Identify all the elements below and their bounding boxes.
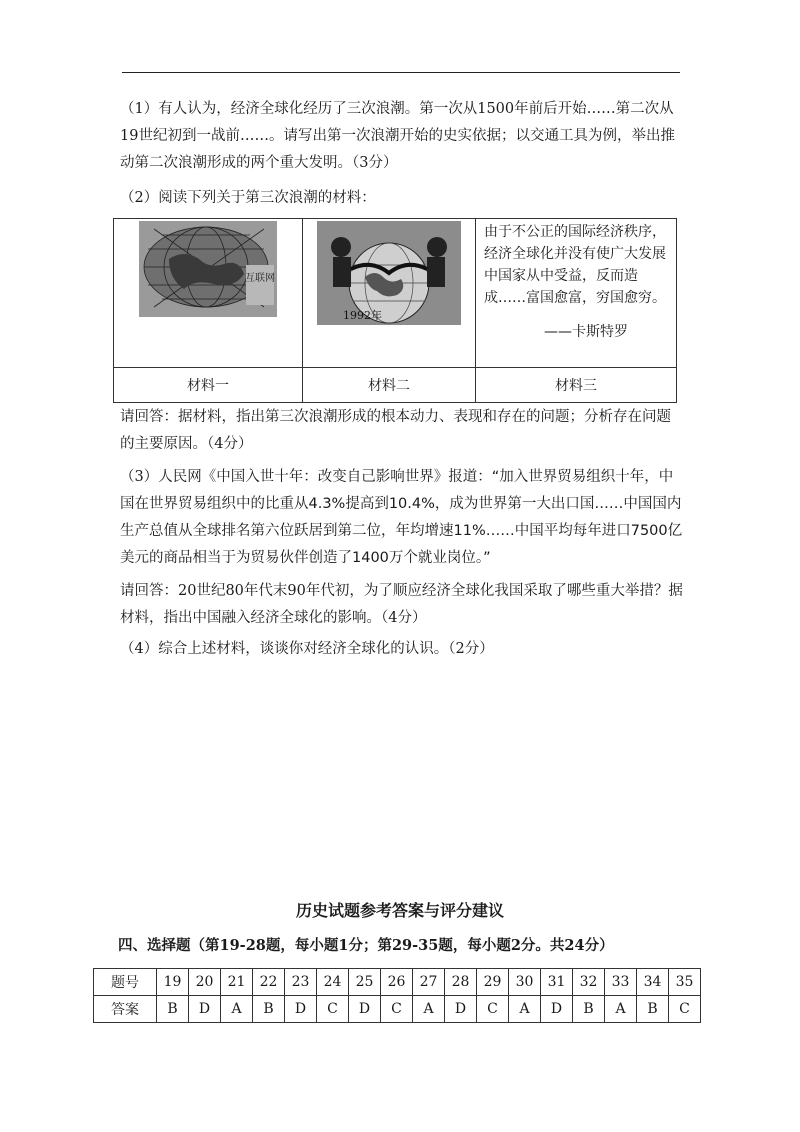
question-number-cell: 22 [253, 969, 285, 996]
question-number-cell: 25 [349, 969, 381, 996]
globe-handshake-cartoon-image [303, 219, 475, 367]
answer-cell: A [413, 996, 445, 1023]
internet-globe-image [114, 219, 302, 367]
question-3-quote: “加入世界贸易组织十年，中国在世界贸易组织中的比重从4.3%提高到10.4%，成为世界第一大出口国……中国国内生产总值从全球排名第六位跃居到第二位，年均增速11%……中国平均每年进口7500亿美元的商品相当于为贸易伙伴创造了1400万个就业岗位。” [120, 469, 683, 566]
question-number-cell: 23 [285, 969, 317, 996]
answer-key-section-heading: 四、选择题（第19-28题，每小题1分；第29-35题，每小题2分。共24分） [118, 937, 614, 954]
materials-table [113, 218, 677, 403]
question-1: （1）有人认为，经济全球化经历了三次浪潮。第一次从1500年前后开始……第二次从19世纪初到一战前……。请写出第一次浪潮开始的史实依据；以交通工具为例，举出推动第二次浪潮形成的两个重大发明。（3分） [120, 101, 675, 171]
answer-cell: B [637, 996, 669, 1023]
question-number-cell: 28 [445, 969, 477, 996]
question-number-cell: 34 [637, 969, 669, 996]
answer-cell: B [253, 996, 285, 1023]
answer-table [93, 968, 701, 1023]
answer-header: 答案 [94, 996, 157, 1023]
material-1-cell [114, 219, 303, 368]
question-number-cell: 21 [221, 969, 253, 996]
material-1-label: 材料一 [114, 368, 303, 403]
material-3-cell [476, 219, 677, 368]
material-3-label: 材料三 [476, 368, 677, 403]
question-number-cell: 24 [317, 969, 349, 996]
answer-cell: A [605, 996, 637, 1023]
answer-cell: D [349, 996, 381, 1023]
question-number-cell: 35 [669, 969, 701, 996]
answer-cell: C [381, 996, 413, 1023]
question-number-row [94, 969, 701, 996]
answer-cell: D [189, 996, 221, 1023]
material-2-cell [303, 219, 476, 368]
material-2-label: 材料二 [303, 368, 476, 403]
question-number-cell: 31 [541, 969, 573, 996]
question-3-intro: （3）人民网《中国入世十年：改变自己影响世界》报道： [120, 469, 492, 485]
answer-cell: D [445, 996, 477, 1023]
question-number-cell: 30 [509, 969, 541, 996]
header-rule [122, 72, 680, 73]
question-3-prompt: 请回答：20世纪80年代末90年代初，为了顺应经济全球化我国采取了哪些重大举措？据材料，指出中国融入经济全球化的影响。（4分） [120, 583, 683, 626]
answer-row [94, 996, 701, 1023]
answer-cell: D [285, 996, 317, 1023]
question-number-cell: 19 [157, 969, 189, 996]
question-number-header: 题号 [94, 969, 157, 996]
question-4: （4）综合上述材料，谈谈你对经济全球化的认识。（2分） [120, 641, 494, 657]
answer-cell: C [669, 996, 701, 1023]
question-2-intro: （2）阅读下列关于第三次浪潮的材料： [120, 190, 376, 206]
question-number-cell: 27 [413, 969, 445, 996]
answer-cell: B [573, 996, 605, 1023]
internet-label: 互联网 [245, 273, 275, 284]
answer-cell: B [157, 996, 189, 1023]
castro-quote [476, 219, 676, 343]
answer-key-title: 历史试题参考答案与评分建议 [295, 901, 504, 920]
question-number-cell: 26 [381, 969, 413, 996]
answer-cell: A [509, 996, 541, 1023]
question-number-cell: 32 [573, 969, 605, 996]
answer-cell: C [317, 996, 349, 1023]
answer-cell: A [221, 996, 253, 1023]
castro-quote-author: ——卡斯特罗 [544, 324, 628, 340]
answer-cell: D [541, 996, 573, 1023]
question-3-material [120, 464, 685, 572]
answer-cell: C [477, 996, 509, 1023]
year-label: 1992年 [343, 309, 382, 322]
question-number-cell: 29 [477, 969, 509, 996]
castro-quote-text: 由于不公正的国际经济秩序，经济全球化并没有使广大发展中国家从中受益，反而造成……富国愈富，穷国愈穷。 [484, 224, 666, 306]
question-number-cell: 20 [189, 969, 221, 996]
question-2-prompt: 请回答：据材料，指出第三次浪潮形成的根本动力、表现和存在的问题；分析存在问题的主要原因。（4分） [120, 409, 671, 452]
question-number-cell: 33 [605, 969, 637, 996]
